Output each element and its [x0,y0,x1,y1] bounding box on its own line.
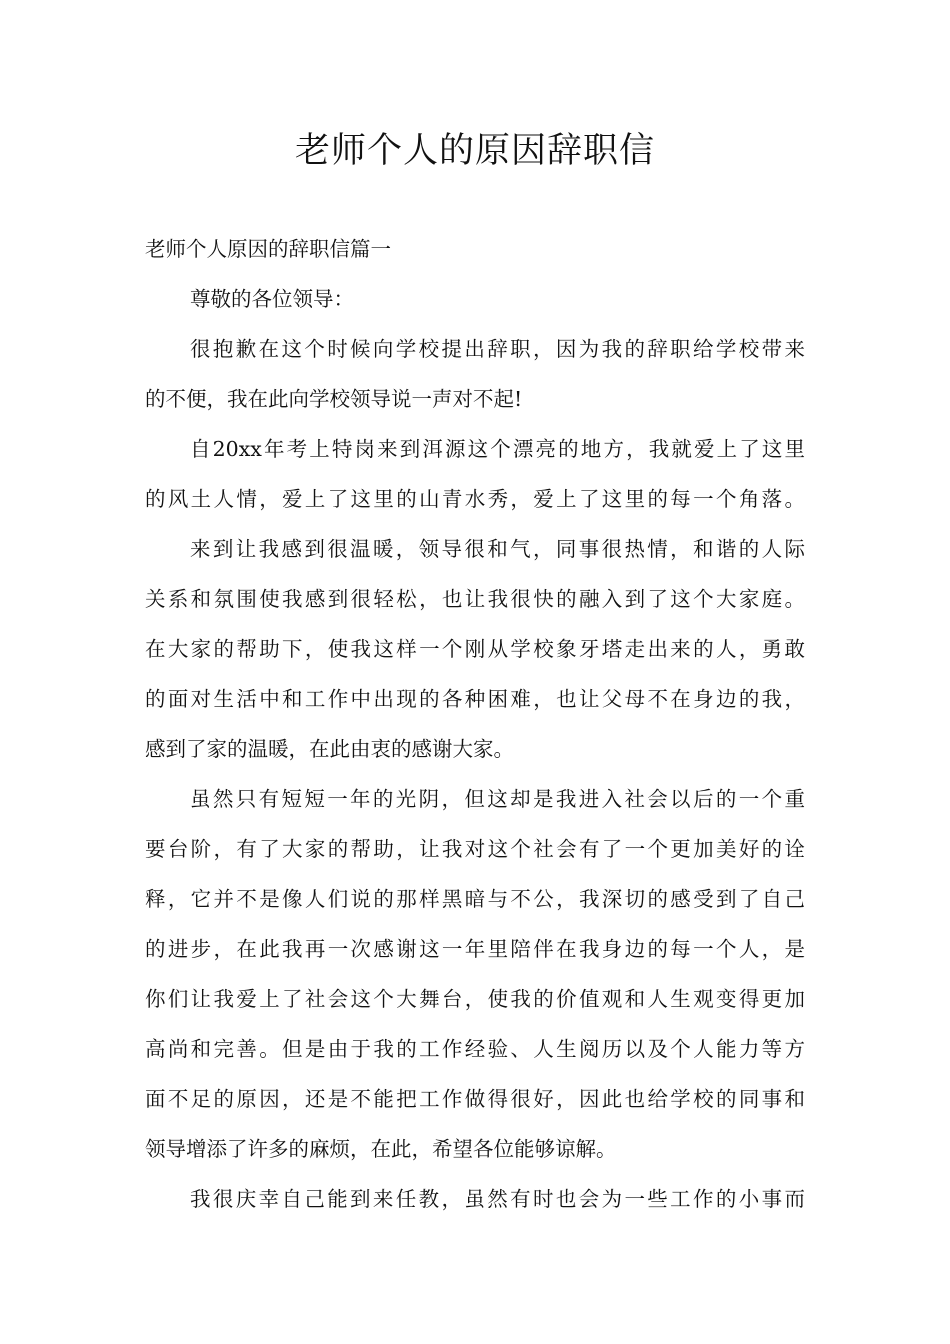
paragraph-line: 领导增添了许多的麻烦，在此，希望各位能够谅解。 [145,1137,617,1161]
paragraph-line: 要台阶，有了大家的帮助，让我对这个社会有了一个更加美好的诠 [145,837,805,861]
paragraph [145,524,805,774]
paragraph-line: 很抱歉在这个时候向学校提出辞职，因为我的辞职给学校带来 [190,337,805,361]
paragraph [145,774,805,1174]
paragraph-line: 我很庆幸自己能到来任教，虽然有时也会为一些工作的小事而 [190,1187,805,1211]
paragraph-line: 感到了家的温暖，在此由衷的感谢大家。 [145,737,514,761]
paragraph [145,324,805,424]
document-body [145,224,805,1224]
salutation: 尊敬的各位领导： [190,287,354,311]
paragraph-line: 来到让我感到很温暖，领导很和气，同事很热情，和谐的人际 [190,537,805,561]
paragraph-line: 的面对生活中和工作中出现的各种困难，也让父母不在身边的我， [145,687,805,711]
document-title: 老师个人的原因辞职信 [294,131,655,171]
section-subheading: 老师个人原因的辞职信篇一 [145,237,391,261]
paragraph-line: 虽然只有短短一年的光阴，但这却是我进入社会以后的一个重 [190,787,805,811]
paragraph-line: 的不便，我在此向学校领导说一声对不起! [145,387,523,411]
paragraph [145,424,805,524]
paragraph-line: 的进步，在此我再一次感谢这一年里陪伴在我身边的每一个人，是 [145,937,805,961]
paragraph-line: 你们让我爱上了社会这个大舞台，使我的价值观和人生观变得更加 [145,987,805,1011]
paragraph [145,1174,805,1224]
paragraph-line: 在大家的帮助下，使我这样一个刚从学校象牙塔走出来的人，勇敢 [145,637,805,661]
paragraph-line: 面不足的原因，还是不能把工作做得很好，因此也给学校的同事和 [145,1087,805,1111]
paragraph-line: 释，它并不是像人们说的那样黑暗与不公，我深切的感受到了自己 [145,887,805,911]
paragraph-line: 自20xx年考上特岗来到洱源这个漂亮的地方，我就爱上了这里 [190,437,805,461]
paragraph-line: 高尚和完善。但是由于我的工作经验、人生阅历以及个人能力等方 [145,1037,805,1061]
paragraph-line: 关系和氛围使我感到很轻松，也让我很快的融入到了这个大家庭。 [145,587,805,611]
paragraph-line: 的风土人情，爱上了这里的山青水秀，爱上了这里的每一个角落。 [145,487,805,511]
